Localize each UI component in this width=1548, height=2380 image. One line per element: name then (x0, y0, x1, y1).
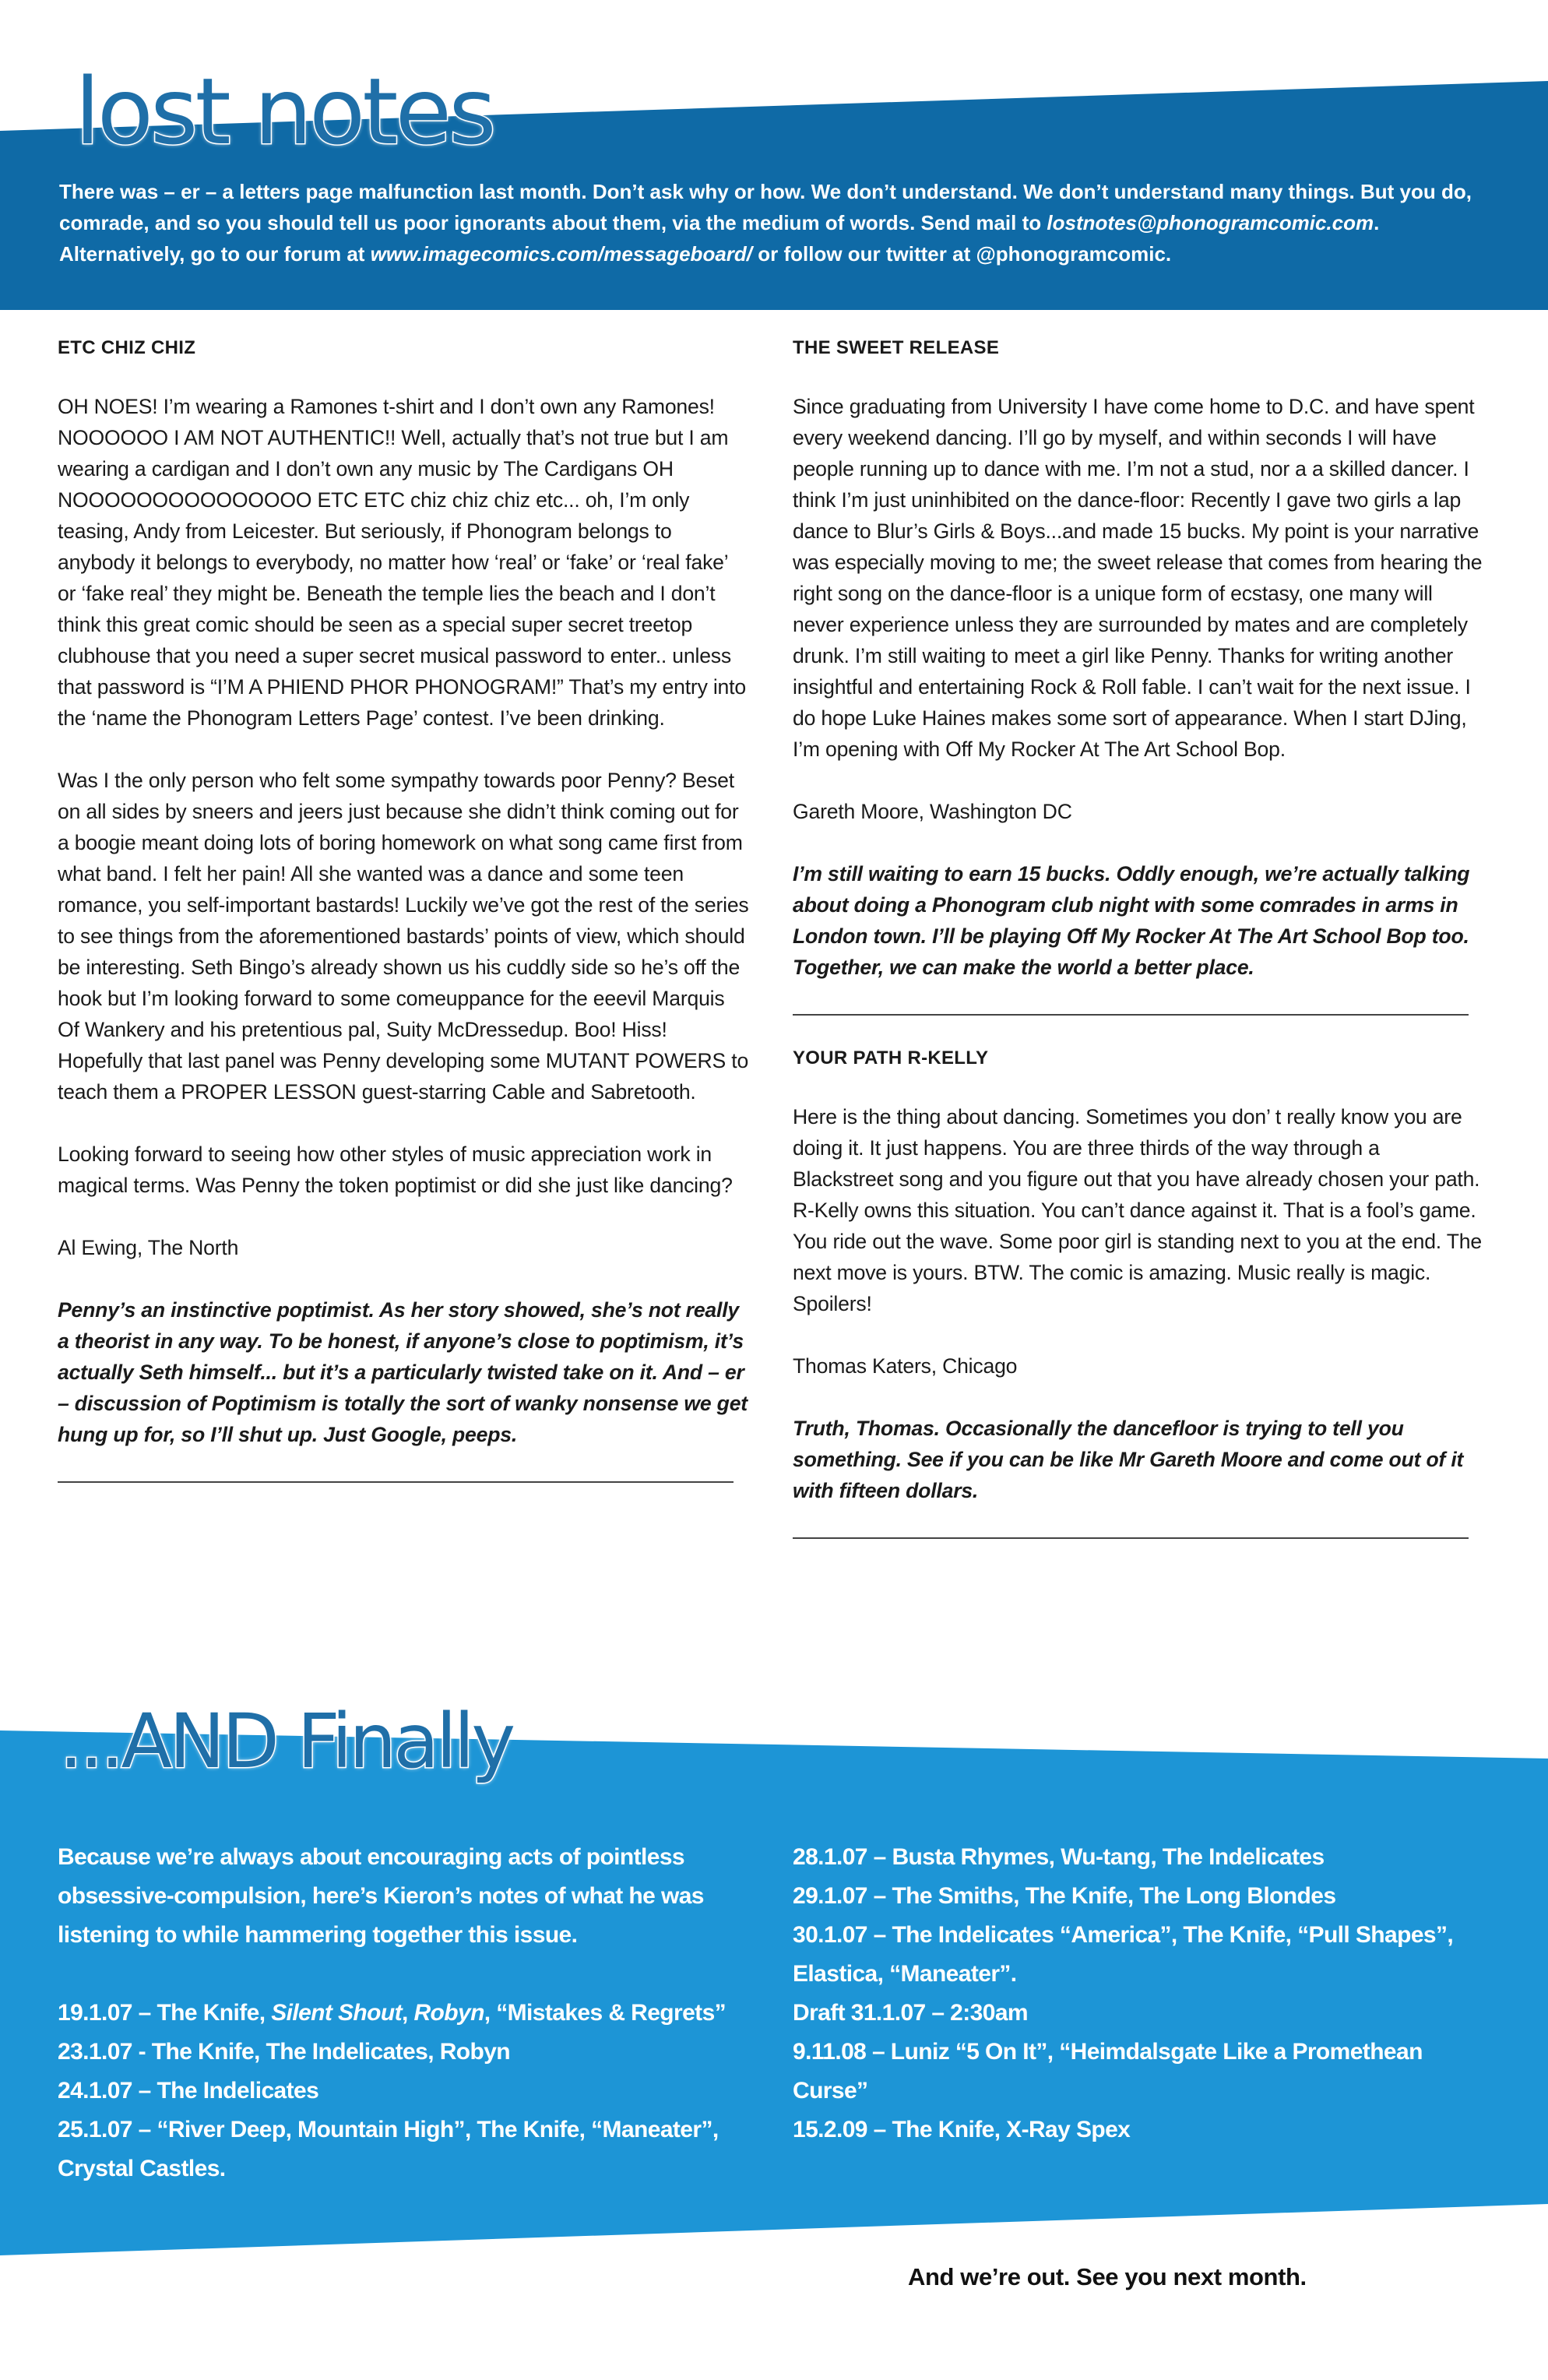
letter (58, 335, 749, 1483)
playlist-entry: 29.1.07 – The Smiths, The Knife, The Long Blondes (793, 1883, 1336, 1909)
outro-text: And we’re out. See you next month. (908, 2263, 1307, 2290)
letter-paragraph: Here is the thing about dancing. Sometimes you don’ t really know you are doing it. It just happens. You are three thirds of the way through a Blackstreet song and you figure out that you have already chosen your path. R-Kelly owns this situation. You can’t dance against it. That is a fool’s game. You ride out the wave. Some poor girl is standing next to you at the end. The next move is yours. BTW. The comic is amazing. Music really is magic. Spoilers! (793, 1105, 1482, 1315)
playlist-entry (58, 1994, 743, 2033)
letter (793, 1045, 1484, 1539)
letter-paragraph: OH NOES! I’m wearing a Ramones t-shirt and I don’t own any Ramones! NOOOOOO I AM NOT AUTHENTIC!! Well, actually that’s not true but I am wearing a cardigan and I don’t own any music by The Cardigans OH NOOOOOOOOOOOOOOO ETC ETC chiz chiz chiz etc... oh, I’m only teasing, Andy from Leicester. But seriously, if Phonogram belongs to anybody it belongs to everybody, no matter how ‘real’ or ‘fake’ or ‘real fake’ or ‘fake real’ they might be. Beneath the temple lies the beach and I don’t think this great comic should be seen as a special super secret treetop clubhouse that you need a super secret musical password to enter.. unless that password is “I’M A PHIEND PHOR PHONOGRAM!” That’s my entry into the ‘name the Phonogram Letters Page’ contest. I’ve been drinking. (58, 395, 746, 730)
forum-link[interactable]: www.imagecomics.com/messageboard/ (370, 242, 753, 266)
divider (793, 1014, 1469, 1016)
entry-text: 19.1.07 – The Knife, (58, 2000, 272, 2026)
entry-text: Silent Shout (271, 2000, 402, 2026)
letter-paragraph: Looking forward to seeing how other styles of music appreciation work in magical terms. Was Penny the token poptimist or did she just like dancing? (58, 1142, 733, 1197)
playlist-column-left (58, 1838, 743, 2188)
playlist-entry: 24.1.07 – The Indelicates (58, 2078, 319, 2104)
letters-column-right (793, 335, 1484, 1568)
intro-text: or follow our twitter at @phonogramcomic. (752, 242, 1172, 266)
playlist-entry: 28.1.07 – Busta Rhymes, Wu-tang, The Indelicates (793, 1844, 1325, 1870)
playlist-intro: Because we’re always about encouraging acts of pointless obsessive-compulsion, here’s Kieron’s notes of what he was listening to while hammering together this issue. (58, 1844, 704, 1948)
letter-signature: Thomas Katers, Chicago (793, 1354, 1018, 1378)
editor-reply: Penny’s an instinctive poptimist. As her story showed, she’s not really a theorist in any way. To be honest, if anyone’s close to poptimism, it’s actually Seth himself... but it’s a particularly twisted take on it. And – er – discussion of Poptimism is totally the sort of wanky nonsense we get hung up for, so I’ll shut up. Just Google, peeps. (58, 1298, 748, 1446)
playlist-entry: 9.11.08 – Luniz “5 On It”, “Heimdalsgate Like a Promethean Curse” (793, 2039, 1423, 2104)
intro-text: There was – er – a letters page malfunction last month. Don’t ask why or how. We don’t understand. We don’t understand many things. But you do, comrade, and so you should tell us poor ignorants about them, via the medium of words. Send mail to (59, 180, 1472, 234)
editor-reply: I’m still waiting to earn 15 bucks. Oddly enough, we’re actually talking about doing a Phonogram club night with some comrades in arms in London town. I’ll be playing Off My Rocker At The Art School Bop too. Together, we can make the world a better place. (793, 862, 1470, 979)
letters-column-left (58, 335, 749, 1512)
entry-text: , “Mistakes & Regrets” (484, 2000, 727, 2026)
playlist-entry: 30.1.07 – The Indelicates “America”, The Knife, “Pull Shapes”, Elastica, “Maneater”. (793, 1922, 1454, 1987)
letter-paragraph: Since graduating from University I have come home to D.C. and have spent every weekend dancing. I’ll go by myself, and within seconds I will have people running up to dance with me. I’m not a stud, nor a a skilled dancer. I think I’m just uninhibited on the dance-floor: Recently I gave two girls a lap dance to Blur’s Girls & Boys...and made 15 bucks. My point is your narrative was especially moving to me; the sweet release that comes from hearing the right song on the dance-floor is a unique form of ecstasy, one many will never experience unless they are surrounded by mates and are completely drunk. I’m still waiting to meet a girl like Penny. Thanks for writing another insightful and entertaining Rock & Roll fable. I can’t wait for the next issue. I do hope Luke Haines makes some sort of appearance. When I start DJing, I’m opening with Off My Rocker At The Art School Bop. (793, 395, 1483, 761)
entry-text: , (401, 2000, 414, 2026)
playlist-entry: Draft 31.1.07 – 2:30am (793, 2000, 1028, 2026)
playlist-column-right (793, 1838, 1478, 2149)
masthead-intro (59, 176, 1492, 269)
editor-reply: Truth, Thomas. Occasionally the dancefloor is trying to tell you something. See if you can be like Mr Gareth Moore and come out of it with fifteen dollars. (793, 1417, 1464, 1502)
playlist-entry: 25.1.07 – “River Deep, Mountain High”, The Knife, “Maneater”, Crystal Castles. (58, 2117, 719, 2181)
divider (793, 1537, 1469, 1539)
letter-paragraph: Was I the only person who felt some sympathy towards poor Penny? Beset on all sides by sneers and jeers just because she didn’t think coming out for a boogie meant doing lots of boring homework on what song came first from what band. I felt her pain! All she wanted was a dance and some teen romance, you self-important bastards! Luckily we’ve got the rest of the series to see things from the aforementioned bastards’ points of view, which should be interesting. Seth Bingo’s already shown us his cuddly side so he’s off the hook but I’m looking forward to some comeuppance for the eeevil Marquis Of Wankery and his pretentious pal, Suity McDressedup. Boo! Hiss! Hopefully that last panel was Penny developing some MUTANT POWERS to teach them a PROPER LESSON guest-starring Cable and Sabretooth. (58, 769, 749, 1104)
letter-title: ETC CHIZ CHIZ (58, 337, 196, 358)
playlist-entry: 15.2.09 – The Knife, X-Ray Spex (793, 2117, 1131, 2142)
divider (58, 1481, 734, 1483)
intro-text: . Alternatively, go to our forum at (59, 211, 1380, 266)
letter-signature: Al Ewing, The North (58, 1236, 239, 1259)
letter-signature: Gareth Moore, Washington DC (793, 800, 1072, 823)
section-title: ...AND Finally (59, 1698, 513, 1785)
letter-title: THE SWEET RELEASE (793, 337, 1000, 358)
email-link[interactable]: lostnotes@phonogramcomic.com (1047, 211, 1374, 234)
entry-text: Robyn (413, 2000, 484, 2026)
letter (793, 335, 1484, 1016)
page-title: lost notes (75, 58, 494, 165)
playlist-entry: 23.1.07 - The Knife, The Indelicates, Robyn (58, 2039, 511, 2065)
letter-title: YOUR PATH R-KELLY (793, 1047, 989, 1069)
